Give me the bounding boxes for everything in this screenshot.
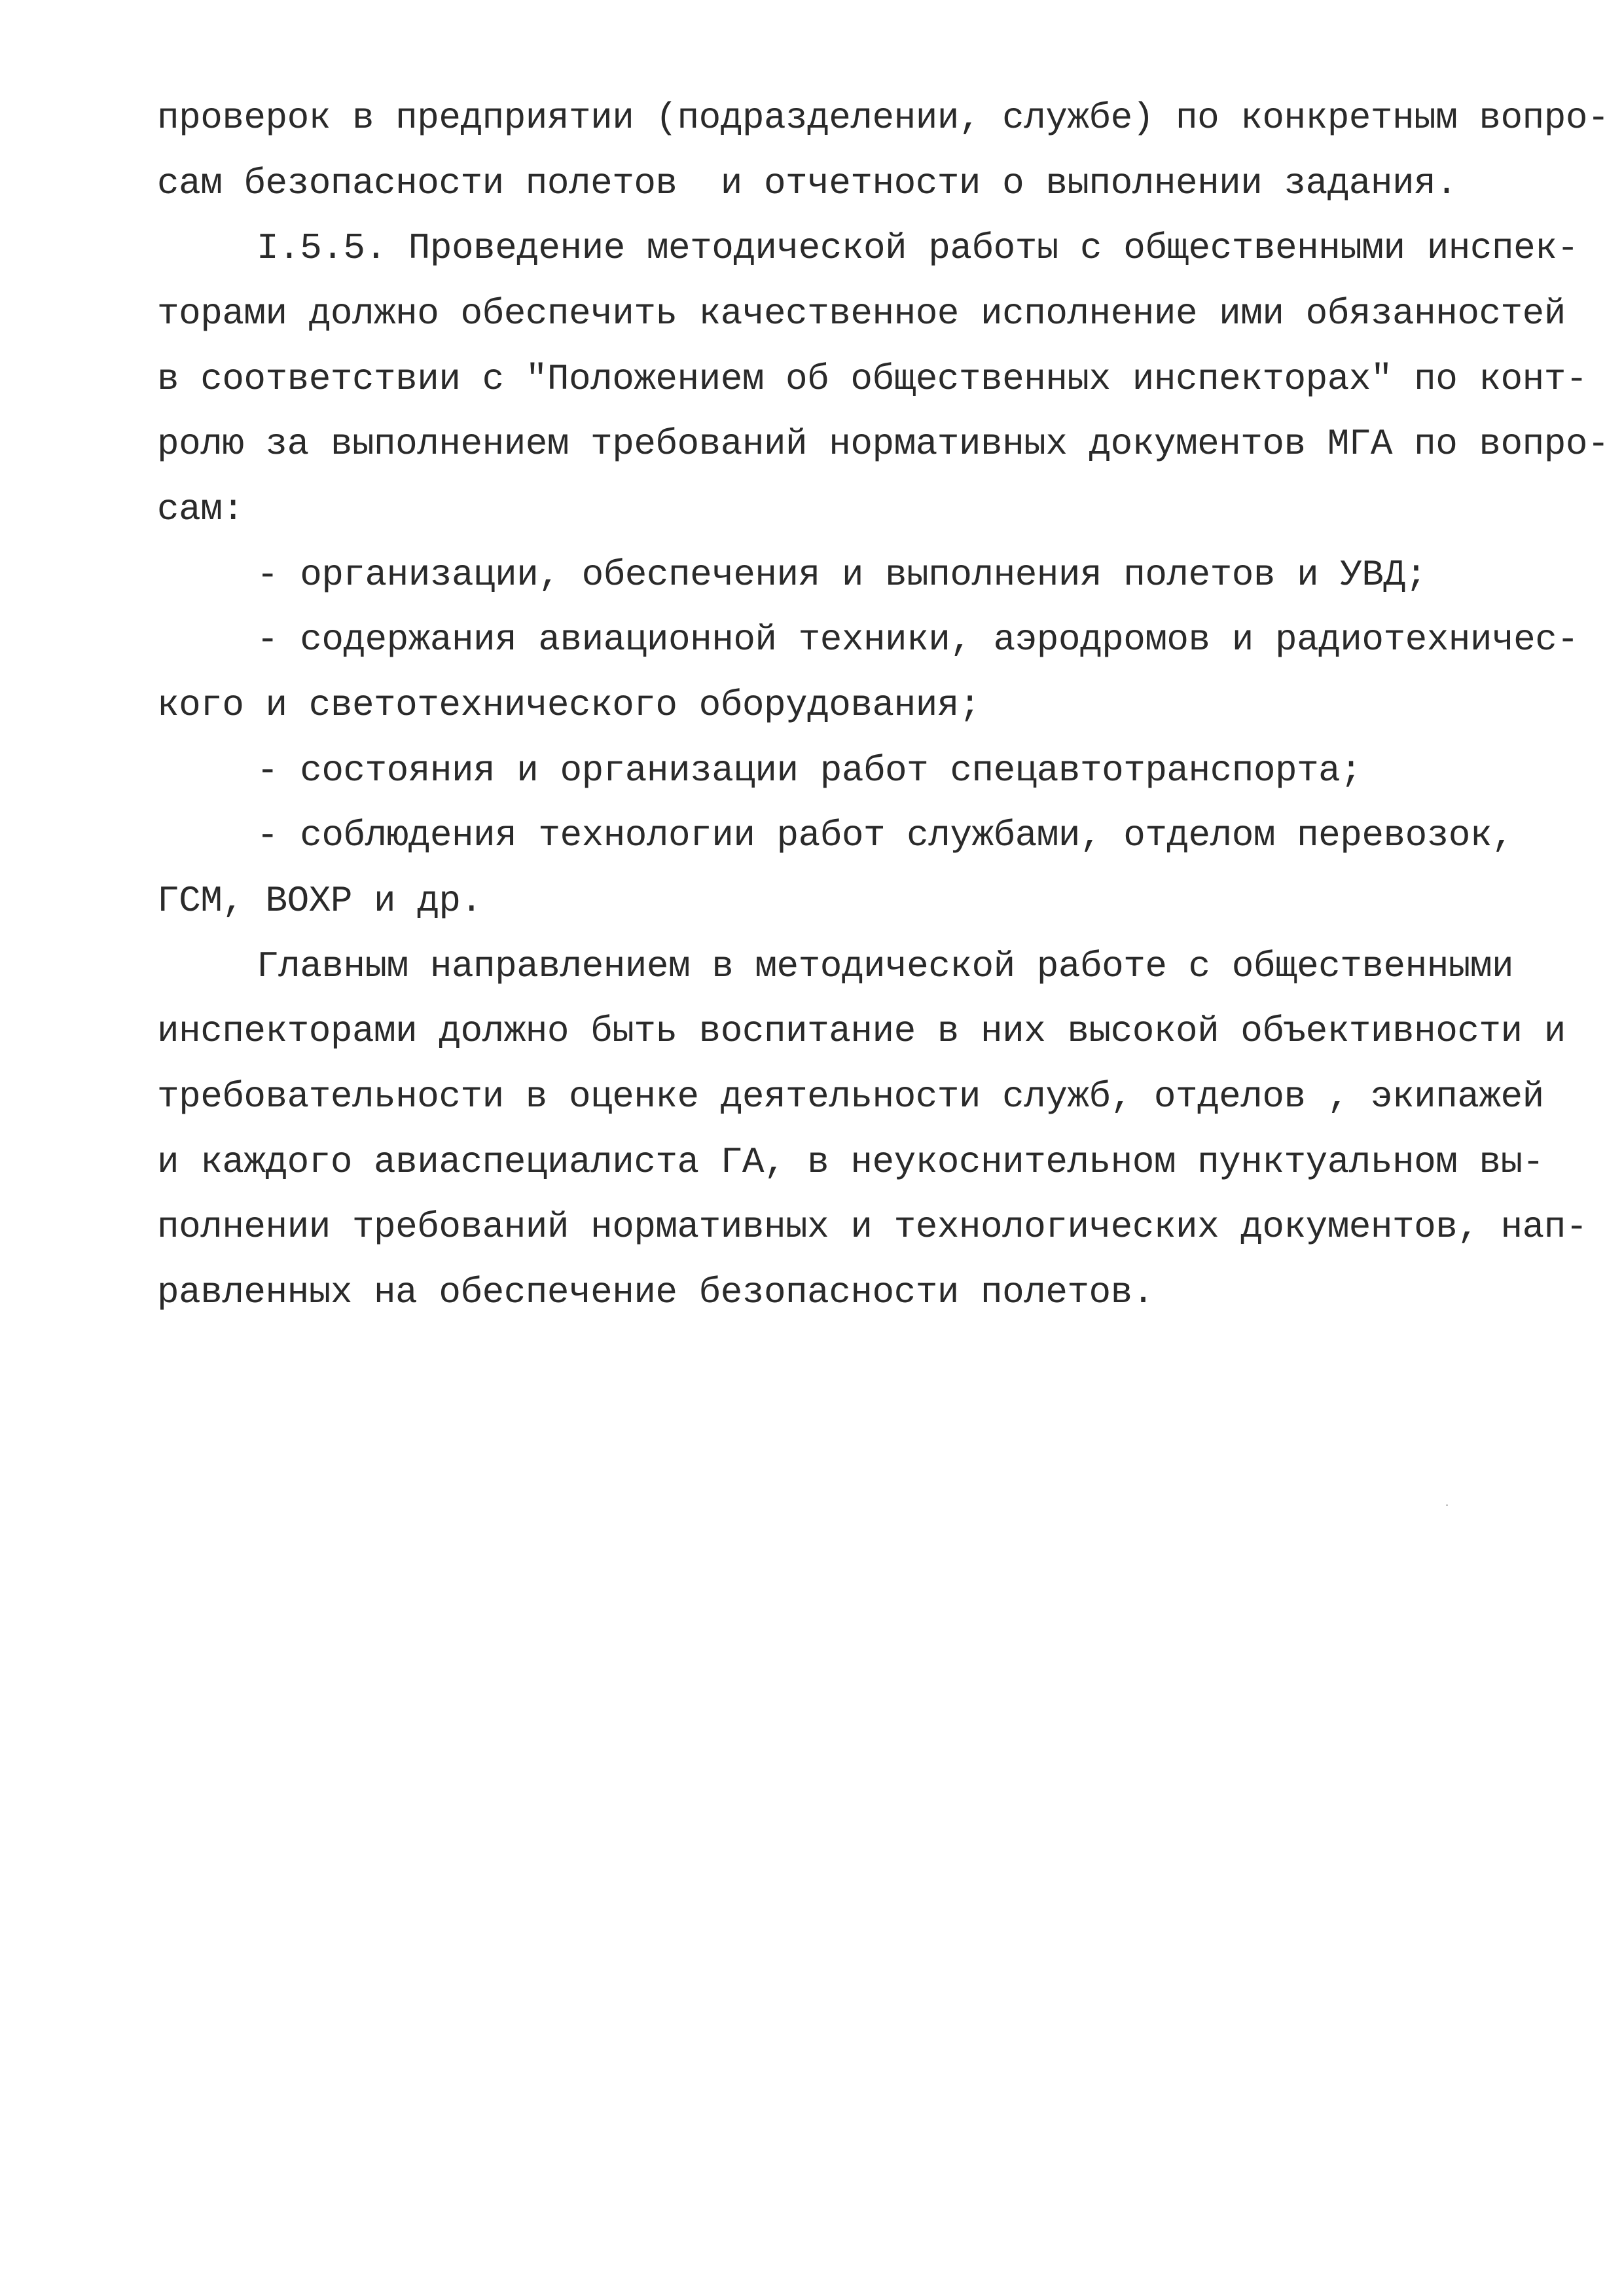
text-line: кого и светотехнического оборудования; bbox=[157, 684, 981, 726]
text-line: - организации, обеспечения и выполнения полетов и УВД; bbox=[257, 554, 1427, 596]
text-line: требовательности в оценке деятельности служб, отделов , экипажей bbox=[157, 1076, 1544, 1118]
text-line: проверок в предприятии (подразделении, службе) по конкретным вопро- bbox=[157, 97, 1610, 139]
text-line: и каждого авиаспециалиста ГА, в неукоснительном пунктуальном вы- bbox=[157, 1141, 1544, 1183]
text-line: сам безопасности полетов и отчетности о выполнении задания. bbox=[157, 162, 1458, 204]
text-line: в соответствии с "Положением об общественных инспекторах" по конт- bbox=[157, 358, 1587, 400]
text-line: - состояния и организации работ спецавтотранспорта; bbox=[257, 750, 1362, 792]
text-line: инспекторами должно быть воспитание в них высокой объективности и bbox=[157, 1010, 1566, 1052]
text-line: ГСМ, ВОХР и др. bbox=[157, 880, 482, 922]
text-line: ролю за выполнением требований нормативных документов МГА по вопро- bbox=[157, 423, 1610, 465]
text-line: равленных на обеспечение безопасности полетов. bbox=[157, 1271, 1154, 1313]
text-line: I.5.5. Проведение методической работы с общественными инспек- bbox=[257, 227, 1579, 269]
text-line: Главным направлением в методической работе с общественными bbox=[257, 945, 1514, 987]
text-line: - соблюдения технологии работ службами, отделом перевозок, bbox=[257, 814, 1514, 856]
text-line: полнении требований нормативных и технологических документов, нап- bbox=[157, 1206, 1587, 1248]
text-line: сам: bbox=[157, 488, 244, 530]
scan-speck bbox=[1446, 1504, 1448, 1506]
text-line: торами должно обеспечить качественное исполнение ими обязанностей bbox=[157, 293, 1566, 335]
text-line: - содержания авиационной техники, аэродромов и радиотехничес- bbox=[257, 619, 1579, 661]
